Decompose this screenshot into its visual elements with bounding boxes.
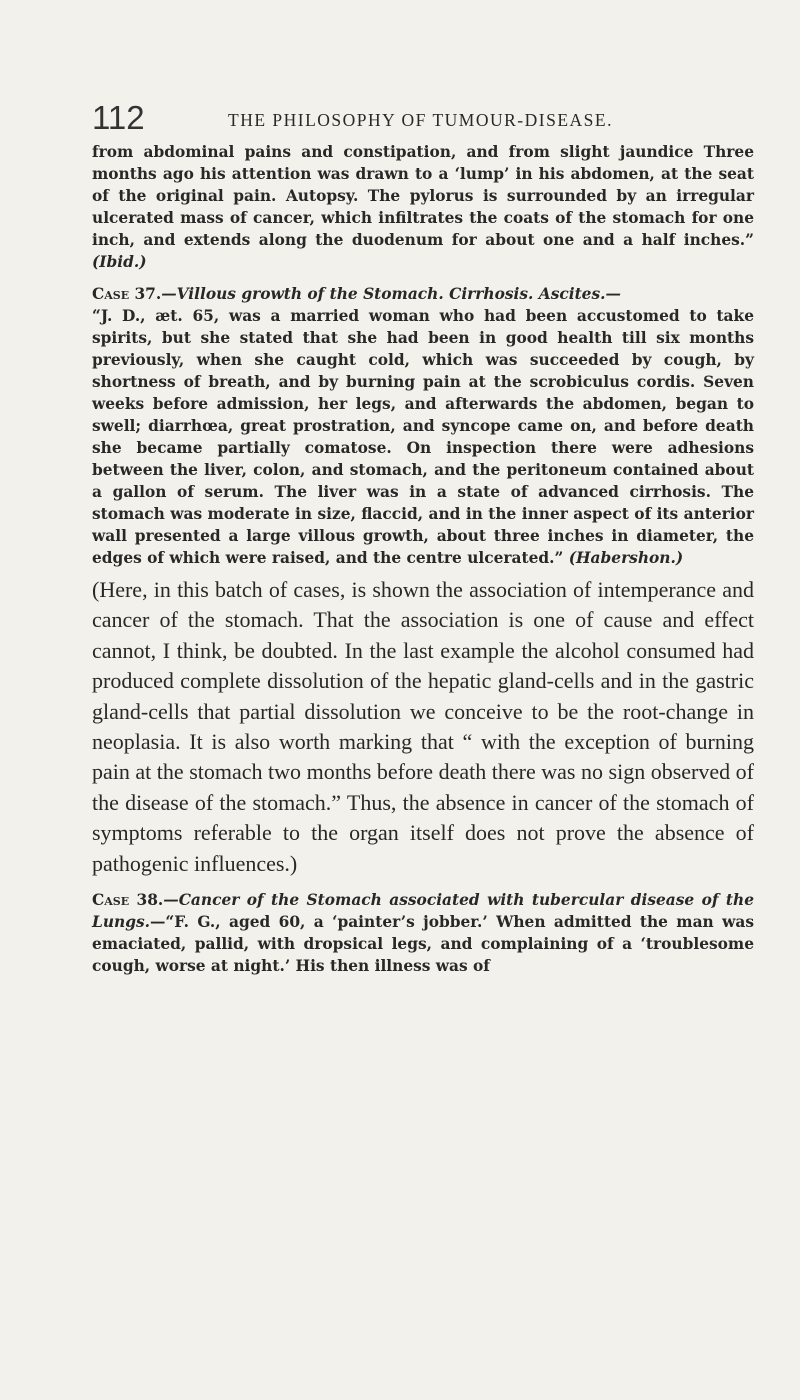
case-text: “J. D., æt. 65, was a married woman who had been accustomed to take spirits, but she stated that she had been in good health till six months previously, when she caught cold, which was succeeded by cough, by shortness of breath, and by burning pain at the scrobiculus cordis. Seven weeks before admission, her legs, and afterwards the abdomen, began to swell; diarrhœa, great prostration, and syncope came on, and before death she became partially comatose. On inspection there were adhesions between the liver, colon, and stomach, and the peritoneum contained about a gallon of serum. The liver was in a state of advanced cirrhosis. The stomach was moderate in size, flaccid, and in the inner aspect of its anterior wall presented a large villous growth, about three inches in diameter, the edges of which were raised, and the centre ulcerated.” bbox=[92, 307, 754, 567]
running-title: THE PHILOSOPHY OF TUMOUR-DISEASE. bbox=[228, 110, 613, 130]
case-label: Case 37. bbox=[92, 285, 162, 303]
paragraph-text: from abdominal pains and constipation, and from slight jaundice Three months ago his attention was drawn to a ‘lump’ in his abdomen, at the seat of the original pain. Autopsy. The pylorus is surrounded by an irregular ulcerated mass of cancer, which infiltrates the coats of the stomach for one inch, and extends along the duodenum for about one and a half inches.” bbox=[92, 143, 754, 249]
commentary-paragraph: (Here, in this batch of cases, is shown the association of intemperance and cancer of the stomach. That the association is one of cause and effect cannot, I think, be doubted. In the last example the alcohol consumed had produced complete dissolution of the hepatic gland-cells and in the gastric gland-cells that partial dissolution we conceive to be the root-change in neoplasia. It is also worth marking that “ with the exception of burning pain at the stomach two months before death there was no sign observed of the disease of the stomach.” Thus, the absence in cancer of the stomach of symptoms referable to the organ itself does not prove the absence of pathogenic influences.) bbox=[92, 577, 754, 876]
case-title: —Villous growth of the Stomach. Cirrhosis. Ascites.— bbox=[161, 285, 621, 303]
citation: (Ibid.) bbox=[92, 253, 147, 271]
case-label: Case 38. bbox=[92, 891, 164, 910]
case-37 bbox=[92, 283, 754, 569]
page-body bbox=[92, 141, 754, 977]
paragraph-continuation bbox=[92, 141, 754, 273]
page-header bbox=[92, 98, 752, 138]
case-text: —“F. G., aged 60, a ‘painter’s jobber.’ When admitted the man was emaciated, pallid, with dropsical legs, and complaining of a ‘troublesome cough, worse at night.’ His then illness was of bbox=[92, 913, 754, 976]
citation: (Habershon.) bbox=[568, 549, 684, 567]
page-number: 112 bbox=[92, 99, 145, 136]
case-38 bbox=[92, 889, 754, 977]
case-title: —Cancer of the Stomach associated with tubercular disease of the Lungs. bbox=[92, 891, 754, 932]
